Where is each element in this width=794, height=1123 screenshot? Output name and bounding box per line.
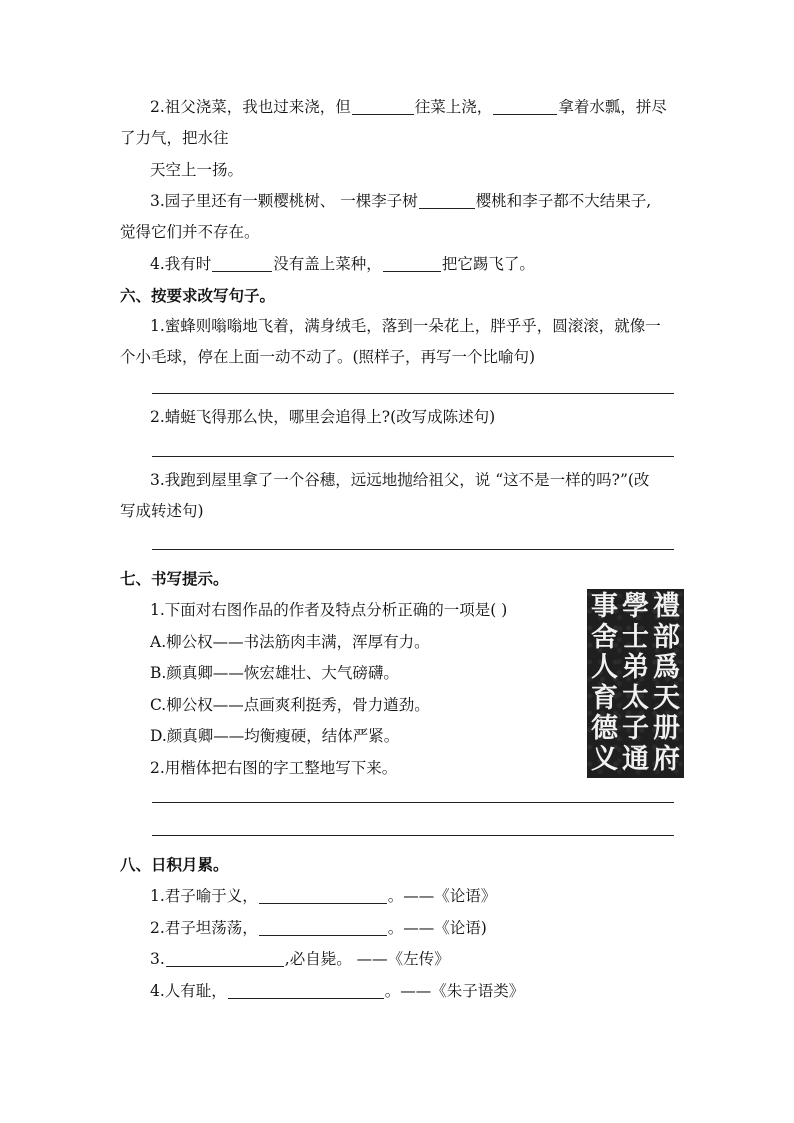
s7-q2-text: 2.用楷体把右图的字工整地写下来。 <box>150 759 398 777</box>
q4-text-pre: 4.我有时 <box>150 255 212 273</box>
calligraphy-char: 部 <box>653 621 680 653</box>
s8-q3-blank[interactable] <box>166 950 284 967</box>
s8-q2-text-pre: 2.君子坦荡荡， <box>150 919 258 937</box>
s7-option-d[interactable]: D.颜真卿——均衡瘦硬，结体严紧。 <box>150 727 400 745</box>
s7-answer-line-1[interactable] <box>152 802 674 803</box>
s8-q2-blank[interactable] <box>259 919 387 936</box>
calligraphy-char: 士 <box>622 621 649 653</box>
calligraphy-char: 通 <box>622 743 649 775</box>
s8-q1 <box>150 885 496 907</box>
q3-blank-1[interactable] <box>419 192 475 209</box>
q4-fill-line <box>150 253 535 275</box>
calligraphy-char: 天 <box>653 682 680 714</box>
calligraphy-char: 爲 <box>653 652 680 683</box>
q4-blank-2[interactable] <box>383 255 441 272</box>
q3-fill-line2: 觉得它们并不存在。 <box>120 223 260 241</box>
calligraphy-char: 事 <box>591 591 618 622</box>
s8-q4 <box>150 980 524 1002</box>
section6-title: 六、按要求改写句子。 <box>120 286 276 305</box>
section8-title: 八、日积月累。 <box>120 855 229 874</box>
s8-q3-text-pre: 3. <box>150 950 165 968</box>
q2-fill-line2: 了力气，把水往 <box>120 129 229 147</box>
s8-q3-text-post: ,必自毙。 ——《左传》 <box>284 950 450 968</box>
q3-text-post: 樱桃和李子都不大结果子, <box>475 192 652 210</box>
s8-q2-text-post: 。——《论语) <box>387 919 487 937</box>
q2-blank-1[interactable] <box>352 98 414 115</box>
s6-q1-line1: 1.蜜蜂则嗡嗡地飞着，满身绒毛，落到一朵花上，胖乎乎，圆滚滚，就像一 <box>150 317 661 335</box>
s7-option-c[interactable]: C.柳公权——点画爽利挺秀，骨力遒劲。 <box>150 696 430 714</box>
s8-q4-text-pre: 4.人有耻， <box>150 982 227 1000</box>
calligraphy-char: 育 <box>591 682 618 714</box>
q2-text-mid: 往菜上浇， <box>414 98 493 116</box>
s8-q3 <box>150 948 450 970</box>
calligraphy-char: 义 <box>591 743 618 775</box>
q2-text-pre: 2.祖父浇菜，我也过来浇，但 <box>150 98 351 116</box>
calligraphy-char: 弟 <box>622 652 649 683</box>
s7-answer-line-2[interactable] <box>152 835 674 836</box>
s6-q3-line2: 写成转述句) <box>120 502 204 520</box>
s8-q2 <box>150 917 487 939</box>
q2-fill-line1 <box>150 96 667 118</box>
s6-q1-answer-line[interactable] <box>152 393 674 394</box>
section7-title: 七、书写提示。 <box>120 569 229 588</box>
calligraphy-char: 子 <box>622 713 649 744</box>
q4-blank-1[interactable] <box>212 255 272 272</box>
calligraphy-char: 德 <box>591 713 618 744</box>
s6-q2-text: 2.蜻蜓飞得那么快，哪里会追得上?(改写成陈述句) <box>150 408 496 426</box>
q2-blank-2[interactable] <box>493 98 557 115</box>
q2-fill-line3: 天空上一扬。 <box>150 161 244 179</box>
calligraphy-char: 册 <box>653 713 680 744</box>
calligraphy-char: 太 <box>622 682 649 714</box>
s6-q3-line1: 3.我跑到屋里拿了一个谷穗，远远地抛给祖父，说 “这不是一样的吗?”(改 <box>150 471 650 489</box>
q3-fill-line1 <box>150 190 651 212</box>
q4-text-post: 把它踢飞了。 <box>441 255 535 273</box>
q4-text-mid: 没有盖上菜种， <box>273 255 382 273</box>
calligraphy-char: 學 <box>622 591 649 622</box>
calligraphy-char: 府 <box>653 743 680 775</box>
s7-option-b[interactable]: B.颜真卿——恢宏雄壮、大气磅礴。 <box>150 664 399 682</box>
calligraphy-column-middle <box>620 592 651 775</box>
calligraphy-column-right <box>651 592 682 775</box>
s8-q1-blank[interactable] <box>259 887 387 904</box>
calligraphy-char: 禮 <box>653 591 680 622</box>
calligraphy-char: 舍 <box>591 621 618 653</box>
s8-q1-text-post: 。——《论语》 <box>387 887 497 905</box>
s8-q4-blank[interactable] <box>228 982 384 999</box>
calligraphy-char: 人 <box>591 652 618 683</box>
q3-text-pre: 3.园子里还有一颗樱桃树、 一棵李子树 <box>150 192 418 210</box>
q2-text-post: 拿着水瓢，拼尽 <box>558 98 667 116</box>
calligraphy-column-left <box>589 592 620 775</box>
s6-q3-answer-line[interactable] <box>152 549 674 550</box>
s7-q1-text: 1.下面对右图作品的作者及特点分析正确的一项是( ) <box>150 601 508 619</box>
s7-option-a[interactable]: A.柳公权——书法筋肉丰满，浑厚有力。 <box>150 633 430 651</box>
s6-q1-line2: 个小毛球，停在上面一动不动了。(照样子，再写一个比喻句) <box>120 348 536 366</box>
calligraphy-image <box>587 589 684 778</box>
s6-q2-answer-line[interactable] <box>152 456 674 457</box>
s8-q4-text-post: 。——《朱子语类》 <box>384 982 525 1000</box>
s8-q1-text-pre: 1.君子喻于义， <box>150 887 258 905</box>
